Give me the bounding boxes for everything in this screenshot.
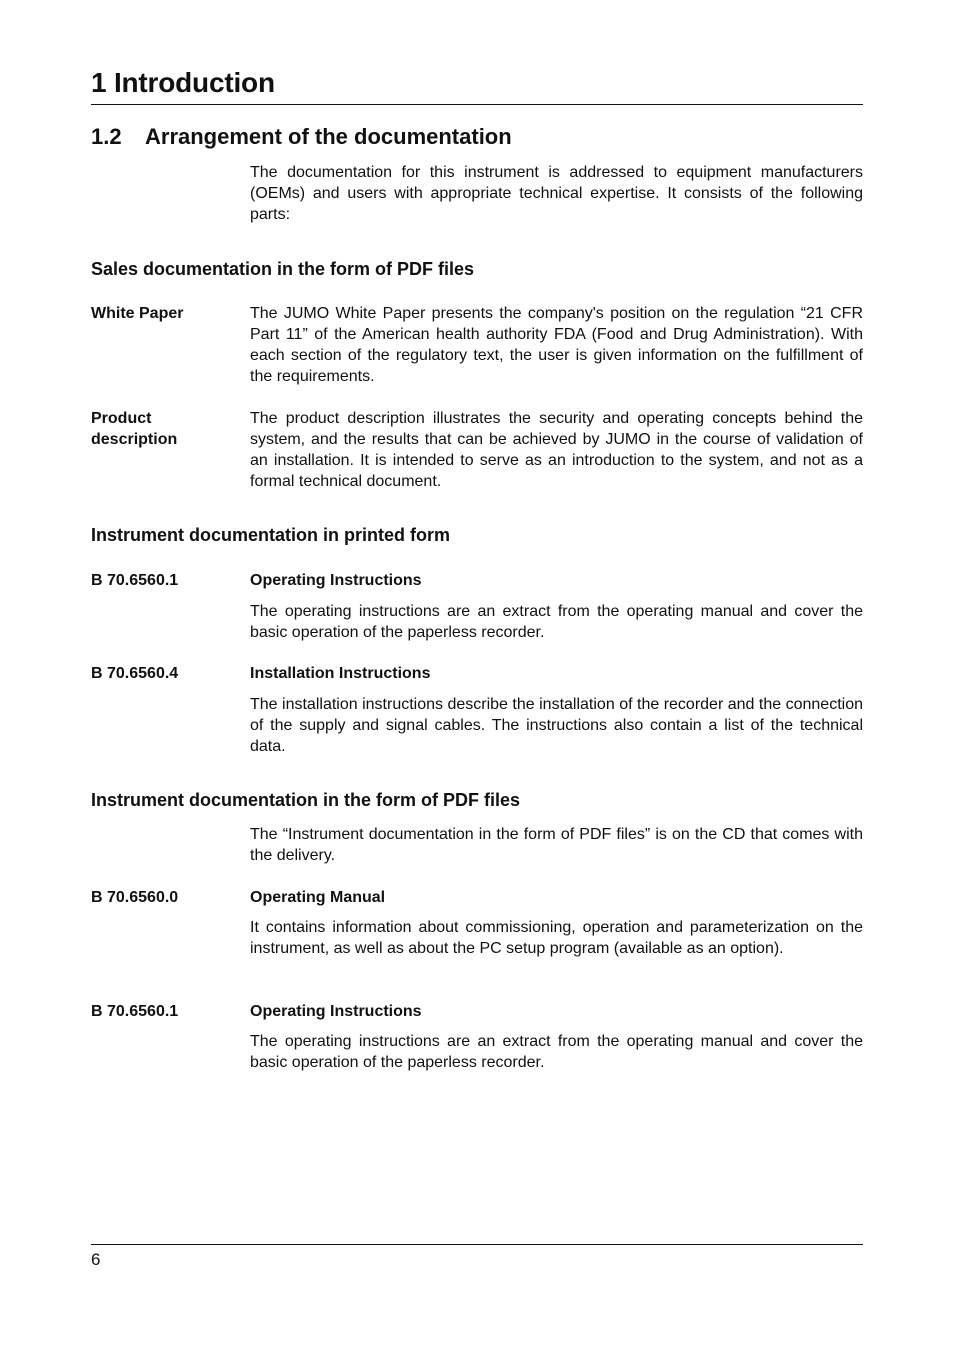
doc-title: Operating Manual: [250, 889, 386, 906]
section-title-text: Arrangement of the documentation: [145, 124, 512, 149]
doc-title: Operating Instructions: [250, 572, 422, 589]
doc-title: Operating Instructions: [250, 1003, 422, 1020]
product-description-label-line2: description: [91, 431, 178, 448]
product-description-text: The product description illustrates the security and operating concepts behind the system, and the results that can be achieved by JUMO in the course of validation of an installation. It is intended to serve as an introduction to the system, and not as a formal technical document.: [250, 410, 863, 490]
product-description-label: [91, 408, 241, 450]
doc-description: The operating instructions are an extract from the operating manual and cover the basic operation of the paperless recorder.: [250, 603, 863, 641]
doc-description: It contains information about commissioning, operation and parameterization on the instrument, as well as about the PC setup program (available as an option).: [250, 919, 863, 957]
sales-docs-heading: Sales documentation in the form of PDF files: [91, 259, 475, 279]
doc-description: The operating instructions are an extract from the operating manual and cover the basic operation of the paperless recorder.: [250, 1033, 863, 1071]
chapter-divider: [91, 104, 863, 105]
product-description-label-line1: Product: [91, 410, 152, 427]
white-paper-label: White Paper: [91, 305, 184, 322]
page-number: 6: [91, 1250, 101, 1269]
doc-code: B 70.6560.1: [91, 1003, 179, 1020]
printed-docs-heading: Instrument documentation in printed form: [91, 525, 450, 545]
doc-description: The installation instructions describe the installation of the recorder and the connection of the supply and signal cables. The instructions also contain a list of the technical data.: [250, 696, 863, 755]
doc-code: B 70.6560.4: [91, 665, 179, 682]
section-title: [91, 122, 512, 152]
doc-code: B 70.6560.1: [91, 572, 179, 589]
pdf-docs-heading: Instrument documentation in the form of PDF files: [91, 790, 521, 810]
footer-divider: [91, 1244, 863, 1245]
section-intro-paragraph: The documentation for this instrument is addressed to equipment manufacturers (OEMs) and users with appropriate technical expertise. It consists of the following parts:: [250, 164, 863, 223]
white-paper-description: The JUMO White Paper presents the company's position on the regulation “21 CFR Part 11” of the American health authority FDA (Food and Drug Administration). With each section of the regulatory text, the user is given information on the fulfillment of the requirements.: [250, 305, 863, 385]
pdf-docs-intro: The “Instrument documentation in the form of PDF files” is on the CD that comes with the delivery.: [250, 826, 863, 864]
chapter-title: 1 Introduction: [91, 67, 275, 98]
doc-code: B 70.6560.0: [91, 889, 179, 906]
doc-title: Installation Instructions: [250, 665, 431, 682]
section-number: 1.2: [91, 124, 122, 149]
document-page: [91, 0, 863, 1350]
